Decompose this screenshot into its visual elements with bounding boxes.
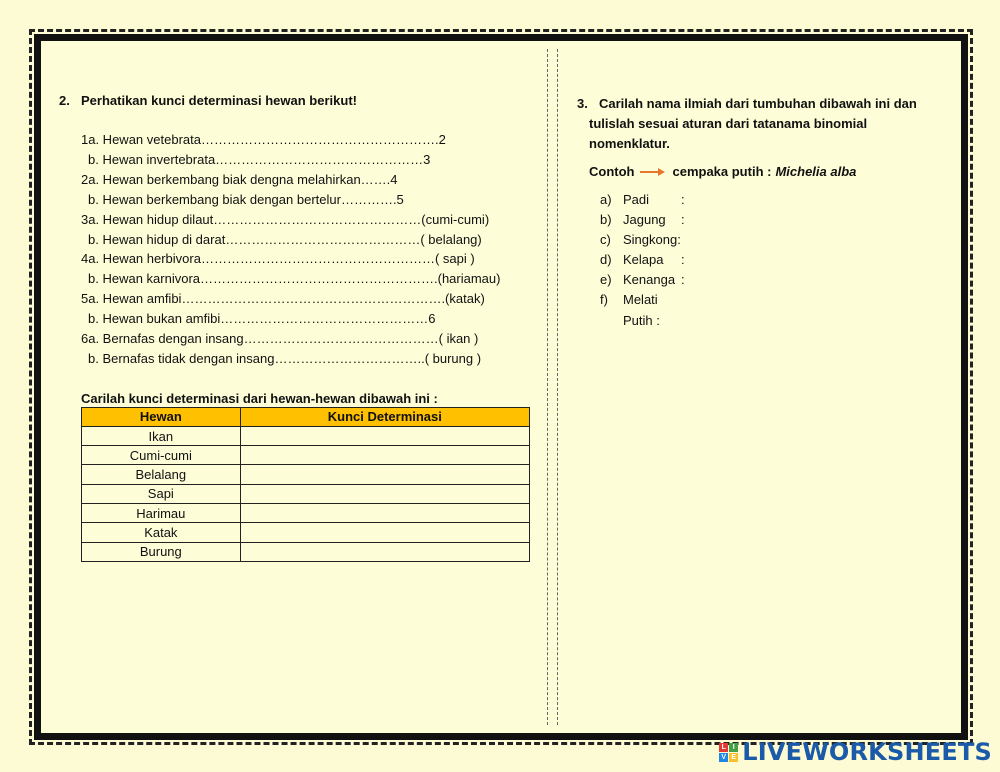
plant-item	[600, 230, 957, 250]
plant-name: Kenanga	[623, 272, 676, 288]
example	[577, 164, 957, 179]
plant-name: Melati Putih :	[623, 292, 660, 328]
table-row	[82, 523, 530, 542]
question-number: 3.	[577, 96, 588, 111]
example-text: cempaka putih :	[672, 164, 772, 179]
key-item: b. Hewan berkembang biak dengan bertelur………….5	[88, 191, 404, 207]
table-row	[82, 446, 530, 465]
answer-table	[81, 407, 530, 562]
table-row	[82, 465, 530, 484]
column-header-key: Kunci Determinasi	[240, 407, 529, 426]
plant-name: Jagung	[623, 212, 666, 228]
plant-item	[600, 210, 957, 230]
plant-name: Kelapa	[623, 252, 664, 268]
plant-name: Padi	[623, 192, 650, 207]
question-text-line: nomenklatur.	[589, 136, 670, 151]
plant-letter: b)	[600, 212, 612, 228]
question-2-title	[59, 93, 529, 108]
answer-cell[interactable]	[240, 446, 529, 465]
determination-key-list	[59, 130, 529, 369]
logo-cube-icon	[719, 743, 738, 762]
plant-letter: d)	[600, 252, 612, 268]
question-3-title	[577, 94, 957, 154]
logo-cube-tile: L	[719, 743, 728, 752]
plant-item	[600, 190, 957, 210]
plant-item	[600, 270, 957, 290]
example-label: Contoh	[589, 164, 635, 179]
logo-text: LIVEWORKSHEETS	[742, 738, 992, 766]
animal-cell: Cumi-cumi	[82, 446, 241, 465]
table-row	[82, 426, 530, 445]
key-item: b. Bernafas tidak dengan insang……………………………..( burung )	[88, 350, 482, 366]
question-text: Perhatikan kunci determinasi hewan berikut!	[81, 93, 357, 108]
animal-cell: Katak	[82, 523, 241, 542]
example-scientific-name: Michelia alba	[775, 164, 857, 179]
key-item: b. Hewan invertebrata…………………………………………3	[88, 151, 431, 167]
plant-answer-field[interactable]: :	[681, 272, 685, 288]
answer-cell[interactable]	[240, 465, 529, 484]
answer-cell[interactable]	[240, 484, 529, 503]
question-number: 2.	[59, 93, 70, 108]
column-header-animal: Hewan	[82, 407, 241, 426]
plant-answer-field[interactable]: :	[681, 212, 685, 228]
answer-cell[interactable]	[240, 542, 529, 561]
answer-cell[interactable]	[240, 426, 529, 445]
key-item: 2a. Hewan berkembang biak dengna melahirkan…….4	[81, 171, 398, 187]
key-item: 5a. Hewan amfibi…………………………………………………….(katak)	[81, 291, 485, 307]
table-row	[82, 484, 530, 503]
table-row	[82, 542, 530, 561]
key-item: 4a. Hewan herbivora………………………………………………( sapi )	[81, 251, 475, 267]
table-row	[82, 504, 530, 523]
animal-cell: Ikan	[82, 426, 241, 445]
plant-item	[600, 290, 957, 330]
key-item: 6a. Bernafas dengan insang………………………………………( ikan )	[81, 331, 479, 347]
animal-cell: Sapi	[82, 484, 241, 503]
plant-letter: f)	[600, 292, 608, 308]
plant-letter: a)	[600, 192, 612, 207]
logo-cube-tile: V	[719, 753, 728, 762]
logo-cube-tile: E	[729, 753, 738, 762]
key-item: 1a. Hewan vetebrata……………………………………………….2	[81, 132, 446, 147]
key-item: b. Hewan karnivora……………………………………………….(hariamau)	[88, 271, 501, 287]
key-item: b. Hewan hidup di darat………………………………………( belalang)	[88, 231, 482, 247]
plant-answer-field[interactable]: :	[681, 192, 685, 207]
plant-item	[600, 250, 957, 270]
task-instruction: Carilah kunci determinasi dari hewan-hewan dibawah ini :	[81, 390, 438, 406]
animal-cell: Harimau	[82, 504, 241, 523]
animal-cell: Burung	[82, 542, 241, 561]
plant-list	[577, 190, 957, 331]
key-item: b. Hewan bukan amfibi…………………………………………6	[88, 311, 436, 327]
page-divider-left	[547, 49, 548, 725]
question-text-line: tulislah sesuai aturan dari tatanama binomial	[589, 116, 868, 131]
arrow-right-icon	[640, 167, 668, 177]
answer-cell[interactable]	[240, 523, 529, 542]
plant-letter: c)	[600, 232, 611, 248]
question-2	[59, 93, 529, 562]
plant-name: Singkong:	[623, 232, 681, 248]
animal-cell: Belalang	[82, 465, 241, 484]
plant-letter: e)	[600, 272, 612, 288]
question-text-line: Carilah nama ilmiah dari tumbuhan dibawah ini dan	[599, 96, 917, 111]
page-divider-right	[557, 49, 558, 725]
key-item: 3a. Hewan hidup dilaut…………………………………………(cumi-cumi)	[81, 211, 490, 227]
worksheet-frame	[34, 34, 968, 740]
logo-cube-tile: I	[729, 743, 738, 752]
plant-answer-field[interactable]: :	[681, 252, 685, 268]
liveworksheets-logo	[719, 738, 992, 766]
question-3	[577, 94, 957, 331]
answer-cell[interactable]	[240, 504, 529, 523]
